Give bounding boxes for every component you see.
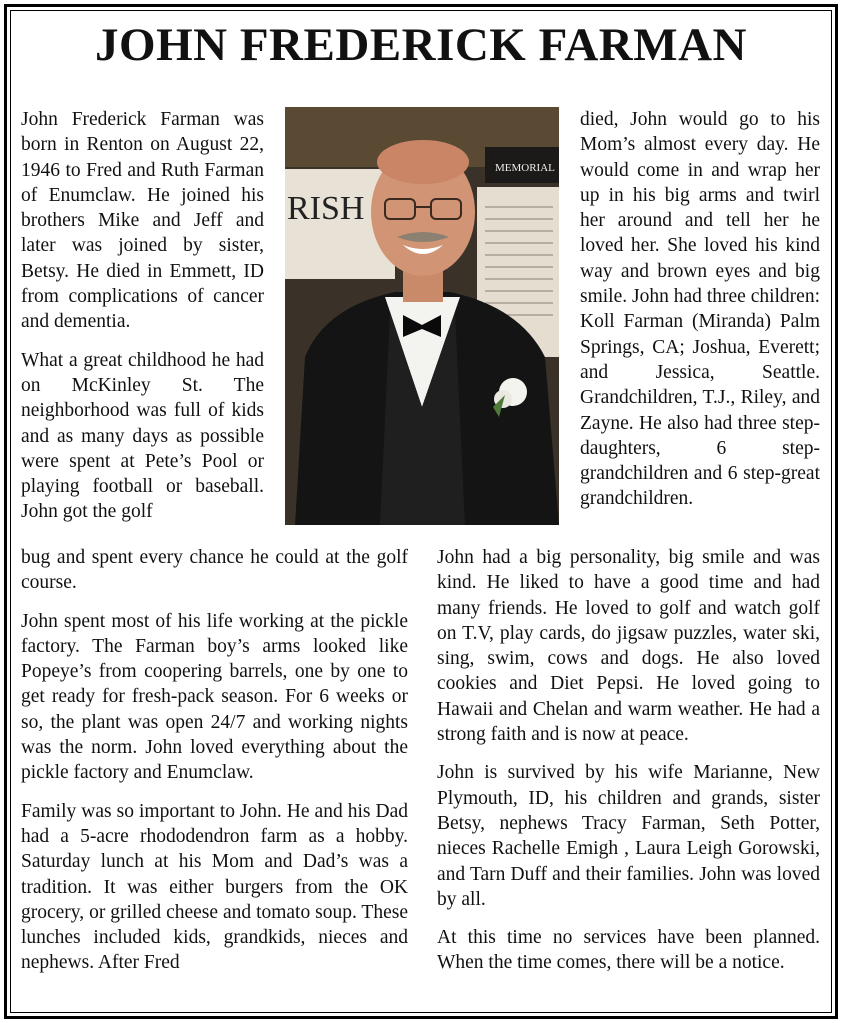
text-line: golf course. <box>21 547 408 594</box>
text-line: At this time no services have been planned. <box>437 927 820 949</box>
text-line: Ruth Farman of Enumclaw. <box>21 159 264 206</box>
text-line: Grandchildren, T.J., Riley, <box>580 387 792 409</box>
text-line: When the time comes, there will be a notice. <box>437 952 785 974</box>
text-line: his Dad had a 5-acre rhododendron farm <box>21 800 409 847</box>
text-line: step-great grandchildren. <box>580 463 820 510</box>
text-line: Koll Farman (Miranda) <box>580 311 780 333</box>
text-line: baseball. John got the golf <box>21 476 264 523</box>
text-line: John had three children: <box>632 286 820 308</box>
text-line: died in Emmett, ID from <box>21 260 265 308</box>
text-line: John had a big personality, big smile and was <box>437 547 820 568</box>
paragraph-family <box>21 799 408 976</box>
text-line: one to get ready for fresh-pack season. For <box>21 661 409 708</box>
text-line: Pool or playing football or <box>21 450 264 498</box>
text-line: water ski, sing, swim, cows and dogs. He also <box>437 622 821 670</box>
text-line: to Hawaii and Chelan and warm weather. <box>437 673 820 720</box>
text-line: Family was so important to John. He and <box>21 800 348 822</box>
text-line: as a hobby. Saturday lunch at his Mom and <box>21 825 409 873</box>
portrait-photo <box>285 107 559 525</box>
paragraph-services <box>437 925 820 976</box>
text-line: kind. He liked to have a good time and had <box>437 572 820 594</box>
text-line: John Frederick Farman was <box>21 109 264 130</box>
text-line: and dementia. <box>21 311 131 333</box>
text-line: step-grandchildren and 6 <box>580 437 820 485</box>
left-column-top <box>21 107 264 525</box>
text-line: arms and twirl her around <box>580 184 821 232</box>
text-line: He joined his brothers <box>21 184 264 232</box>
text-line: neighborhood was full of <box>21 400 232 422</box>
text-line: and wrap her up in his big <box>580 159 820 206</box>
text-line: Enumclaw. <box>166 762 254 784</box>
text-line: Gorowski, and Tarn Duff and their families. <box>437 838 820 885</box>
text-line: possible were spent at Pete’s <box>21 425 264 472</box>
text-line: Palm Springs, CA; Joshua, <box>580 311 820 358</box>
paragraph-survived-by <box>437 760 820 912</box>
text-line: and Zayne. He also had <box>580 387 820 434</box>
obituary-title: JOHN FREDERICK FARMAN <box>95 19 747 71</box>
text-line: died, John would go to <box>580 109 798 130</box>
text-line: golf on T.V, play cards, do jigsaw puzzles, <box>437 597 820 644</box>
text-line: Mike and Jeff and later was <box>21 210 264 257</box>
text-line: grandkids, nieces and nephews. After Fred <box>21 927 408 974</box>
text-line: tomato soup. These lunches included kids, <box>21 901 408 949</box>
text-line: his Mom’s almost every <box>580 109 820 156</box>
text-line: everything about the pickle factory and <box>21 737 408 784</box>
text-line: like Popeye’s from coopering barrels, one by <box>21 635 408 683</box>
right-column-top <box>580 107 820 512</box>
left-column-bottom <box>21 545 408 976</box>
text-line: day. He would come in <box>580 134 820 181</box>
paragraph-personality <box>437 545 820 747</box>
text-line: brown eyes and big smile. <box>580 260 820 308</box>
text-line: had on McKinley St. The <box>21 349 264 396</box>
paragraph-birth <box>21 107 264 335</box>
text-line: from the OK grocery, or grilled cheese and <box>21 876 408 923</box>
text-line: John spent most of his life working at the <box>21 610 361 632</box>
text-line: born in Renton on August <box>21 134 240 156</box>
paragraph-pickle-factory <box>21 609 408 786</box>
text-line: kids and as many days as <box>21 400 264 447</box>
text-line: working nights was the norm. John loved <box>21 711 408 759</box>
sign-left-text: RISH <box>287 190 365 227</box>
text-line: Everett; and Jessica, Seattle. <box>580 336 820 383</box>
text-line: and tell her he loved her. <box>580 210 820 257</box>
text-line: pickle factory. The Farman boy’s arms looked <box>21 610 408 657</box>
text-line: Potter, nieces Rachelle Emigh , Laura Leigh <box>437 812 820 860</box>
text-line: John is survived by his wife Marianne, New <box>437 762 820 784</box>
text-line: He had a strong faith and is now at peace. <box>437 698 820 746</box>
text-line: loved cookies and Diet Pepsi. He loved going <box>437 648 820 695</box>
right-column-bottom <box>437 545 820 976</box>
text-line: She loved his kind way and <box>580 235 820 282</box>
paragraph-childhood <box>21 348 264 525</box>
sign-right-text: MEMORIAL <box>495 162 555 174</box>
text-line: 22, 1946 to Fred and <box>21 134 264 181</box>
text-line: Dad’s was a tradition. It was either burgers <box>21 851 408 898</box>
text-line: sister Betsy, nephews Tracy Farman, Seth <box>437 787 820 834</box>
portrait-illustration <box>285 107 559 525</box>
text-line: Plymouth, ID, his children and grands, <box>437 787 779 809</box>
text-line: What a great childhood he <box>21 349 236 371</box>
text-line: joined by sister, Betsy. He <box>21 235 264 282</box>
text-line: bug and spent every chance he could at the <box>21 547 377 568</box>
text-line: complications of cancer <box>68 286 264 308</box>
text-line: 6 weeks or so, the plant was open 24/7 and <box>21 686 408 733</box>
text-line: John was loved by all. <box>437 863 820 910</box>
paragraph-golf <box>21 545 408 596</box>
text-line: many friends. He loved to golf and watch <box>437 597 789 619</box>
text-line: three step-daughters, 6 <box>580 412 820 459</box>
paragraph-family-continued <box>580 107 820 512</box>
